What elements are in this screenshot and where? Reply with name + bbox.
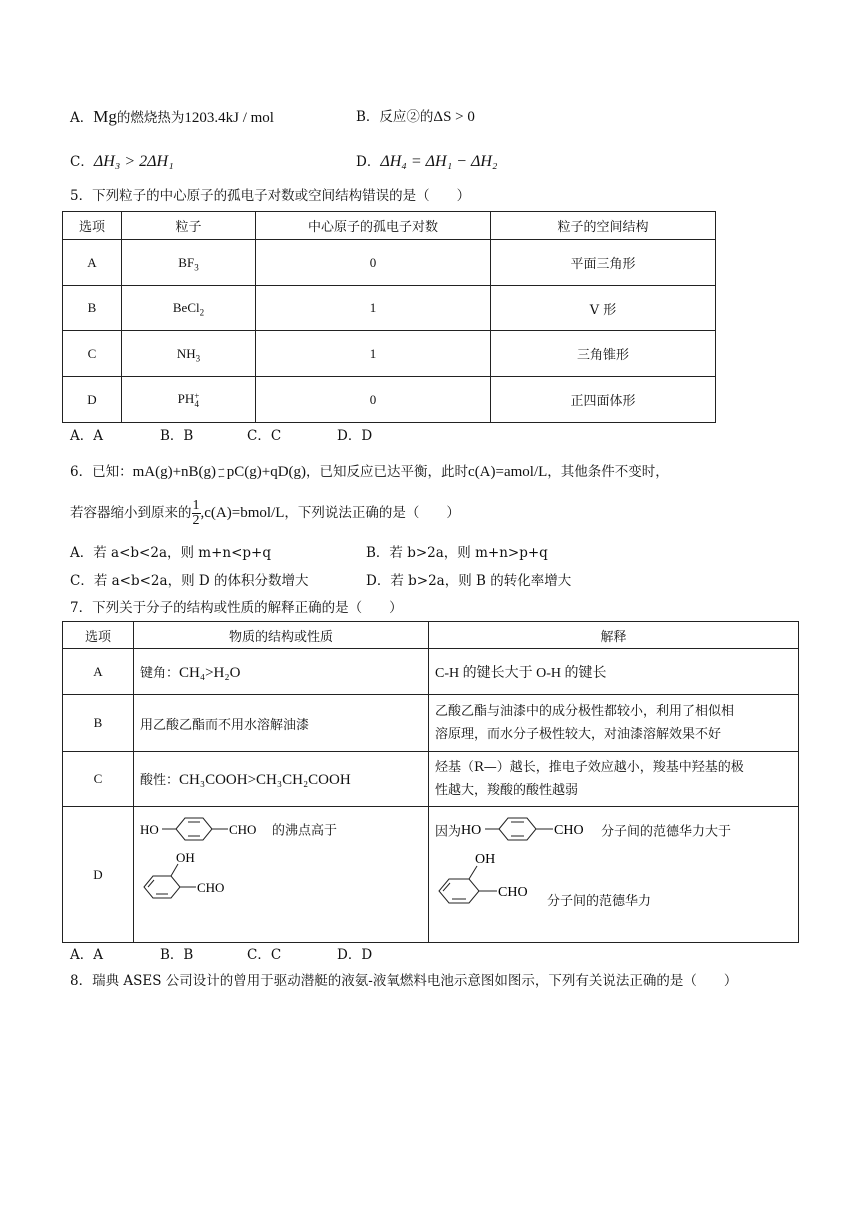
para-hydroxybenzaldehyde-structure: [461, 815, 601, 845]
q7-header-property: 物质的结构或性质: [134, 622, 429, 649]
q7-stem: 7．下列关于分子的结构或性质的解释正确的是（ ）: [70, 600, 403, 616]
q7-answer-b: B．B: [160, 947, 194, 963]
ortho-hydroxybenzaldehyde-structure: [140, 849, 240, 905]
table-row: A $BF_3$ 0 平面三角形: [63, 240, 716, 286]
svg-text:CHO: CHO: [498, 885, 528, 900]
table-row: D HO CHO 的沸点高于 OH CHO 因为 HO CHO 分子间的范德华力大于 OH CHO 分子间的范德华力: [63, 807, 799, 943]
q6-option-c: C．若 a<b<2a，则 D 的体积分数增大: [70, 573, 309, 589]
q4-option-c: C．ΔH₃ > 2ΔH₁: [70, 153, 174, 170]
svg-text:HO: HO: [140, 822, 159, 837]
q5-header-shape: 粒子的空间结构: [491, 212, 716, 240]
q7-answer-c: C．C: [247, 947, 282, 963]
q4-option-a: A．Mg的燃烧热为1203.4kJ / mol: [70, 107, 274, 126]
q5-header-particle: 粒子: [122, 212, 256, 240]
svg-text:OH: OH: [176, 850, 195, 865]
q5-header-option: 选项: [63, 212, 122, 240]
q7-header-explanation: 解释: [429, 622, 799, 649]
table-row: D PH + 4 0 正四面体形: [63, 377, 716, 423]
q7-answer-d: D．D: [337, 947, 373, 963]
q7-header-option: 选项: [63, 622, 134, 649]
svg-text:CHO: CHO: [197, 880, 225, 895]
table-row: B BeCl$_2$ 1 V 形: [63, 286, 716, 331]
q6-option-d: D．若 b>2a，则 B 的转化率增大: [366, 573, 572, 589]
svg-text:HO: HO: [461, 823, 482, 838]
q5-header-lone-pairs: 中心原子的孤电子对数: [256, 212, 491, 240]
q5-table: [62, 211, 716, 423]
fraction: $\frac{1}{2}$: [192, 498, 200, 528]
q7-answer-a: A．A: [70, 947, 103, 963]
q5-answer-b: B．B: [160, 428, 194, 444]
q6-option-b: B．若 b>2a，则 m+n>p+q: [366, 545, 548, 561]
q5-answer-a: A．A: [70, 428, 103, 444]
q7-table: [62, 621, 799, 943]
q6-stem: 6．已知：mA(g)+nB(g) ⇀ ↽ pC(g)+qD(g)，已知反应已达平衡，此时c(A)=amol/L，其他条件不变时，: [70, 464, 669, 481]
svg-text:CHO: CHO: [229, 822, 257, 837]
ortho-hydroxybenzaldehyde-structure: [435, 849, 547, 909]
q6-stem-line2: 若容器缩小到原来的 $\frac{1}{2}$ ,c(A)=bmol/L，下列说法正确的是（ ）: [70, 498, 460, 528]
q5-stem: 5．下列粒子的中心原子的孤电子对数或空间结构错误的是（ ）: [70, 188, 471, 204]
q8-stem: 8．瑞典 ASES 公司设计的曾用于驱动潜艇的液氨-液氧燃料电池示意图如图示，下列有关说法正确的是（ ）: [70, 973, 738, 989]
equilibrium-arrow-icon: ⇀ ↽: [218, 464, 225, 481]
q4-option-d: D．ΔH₄ = ΔH₁ − ΔH₂: [356, 153, 498, 170]
table-row: C 酸性：CH₃COOH>CH₃CH₂COOH 烃基（R—）越长，推电子效应越小，羧基中羟基的极 性越大，羧酸的酸性越弱: [63, 752, 799, 807]
table-row: A 键角：CH₄>H₂O C-H 的键长大于 O-H 的键长: [63, 649, 799, 695]
q5-answer-c: C．C: [247, 428, 282, 444]
q5-answer-d: D．D: [337, 428, 373, 444]
q6-option-a: A．若 a<b<2a，则 m+n<p+q: [70, 545, 271, 561]
table-row: B 用乙酸乙酯而不用水溶解油漆 乙酸乙酯与油漆中的成分极性都较小，利用了相似相 溶原理，而水分子极性较大，对油漆溶解效果不好: [63, 695, 799, 752]
table-row: C $NH_3$ 1 三角锥形: [63, 331, 716, 377]
para-hydroxybenzaldehyde-structure: [140, 815, 272, 843]
svg-text:OH: OH: [475, 852, 496, 867]
svg-text:CHO: CHO: [554, 823, 584, 838]
q4-option-b: B．反应②的ΔS > 0: [356, 109, 475, 125]
